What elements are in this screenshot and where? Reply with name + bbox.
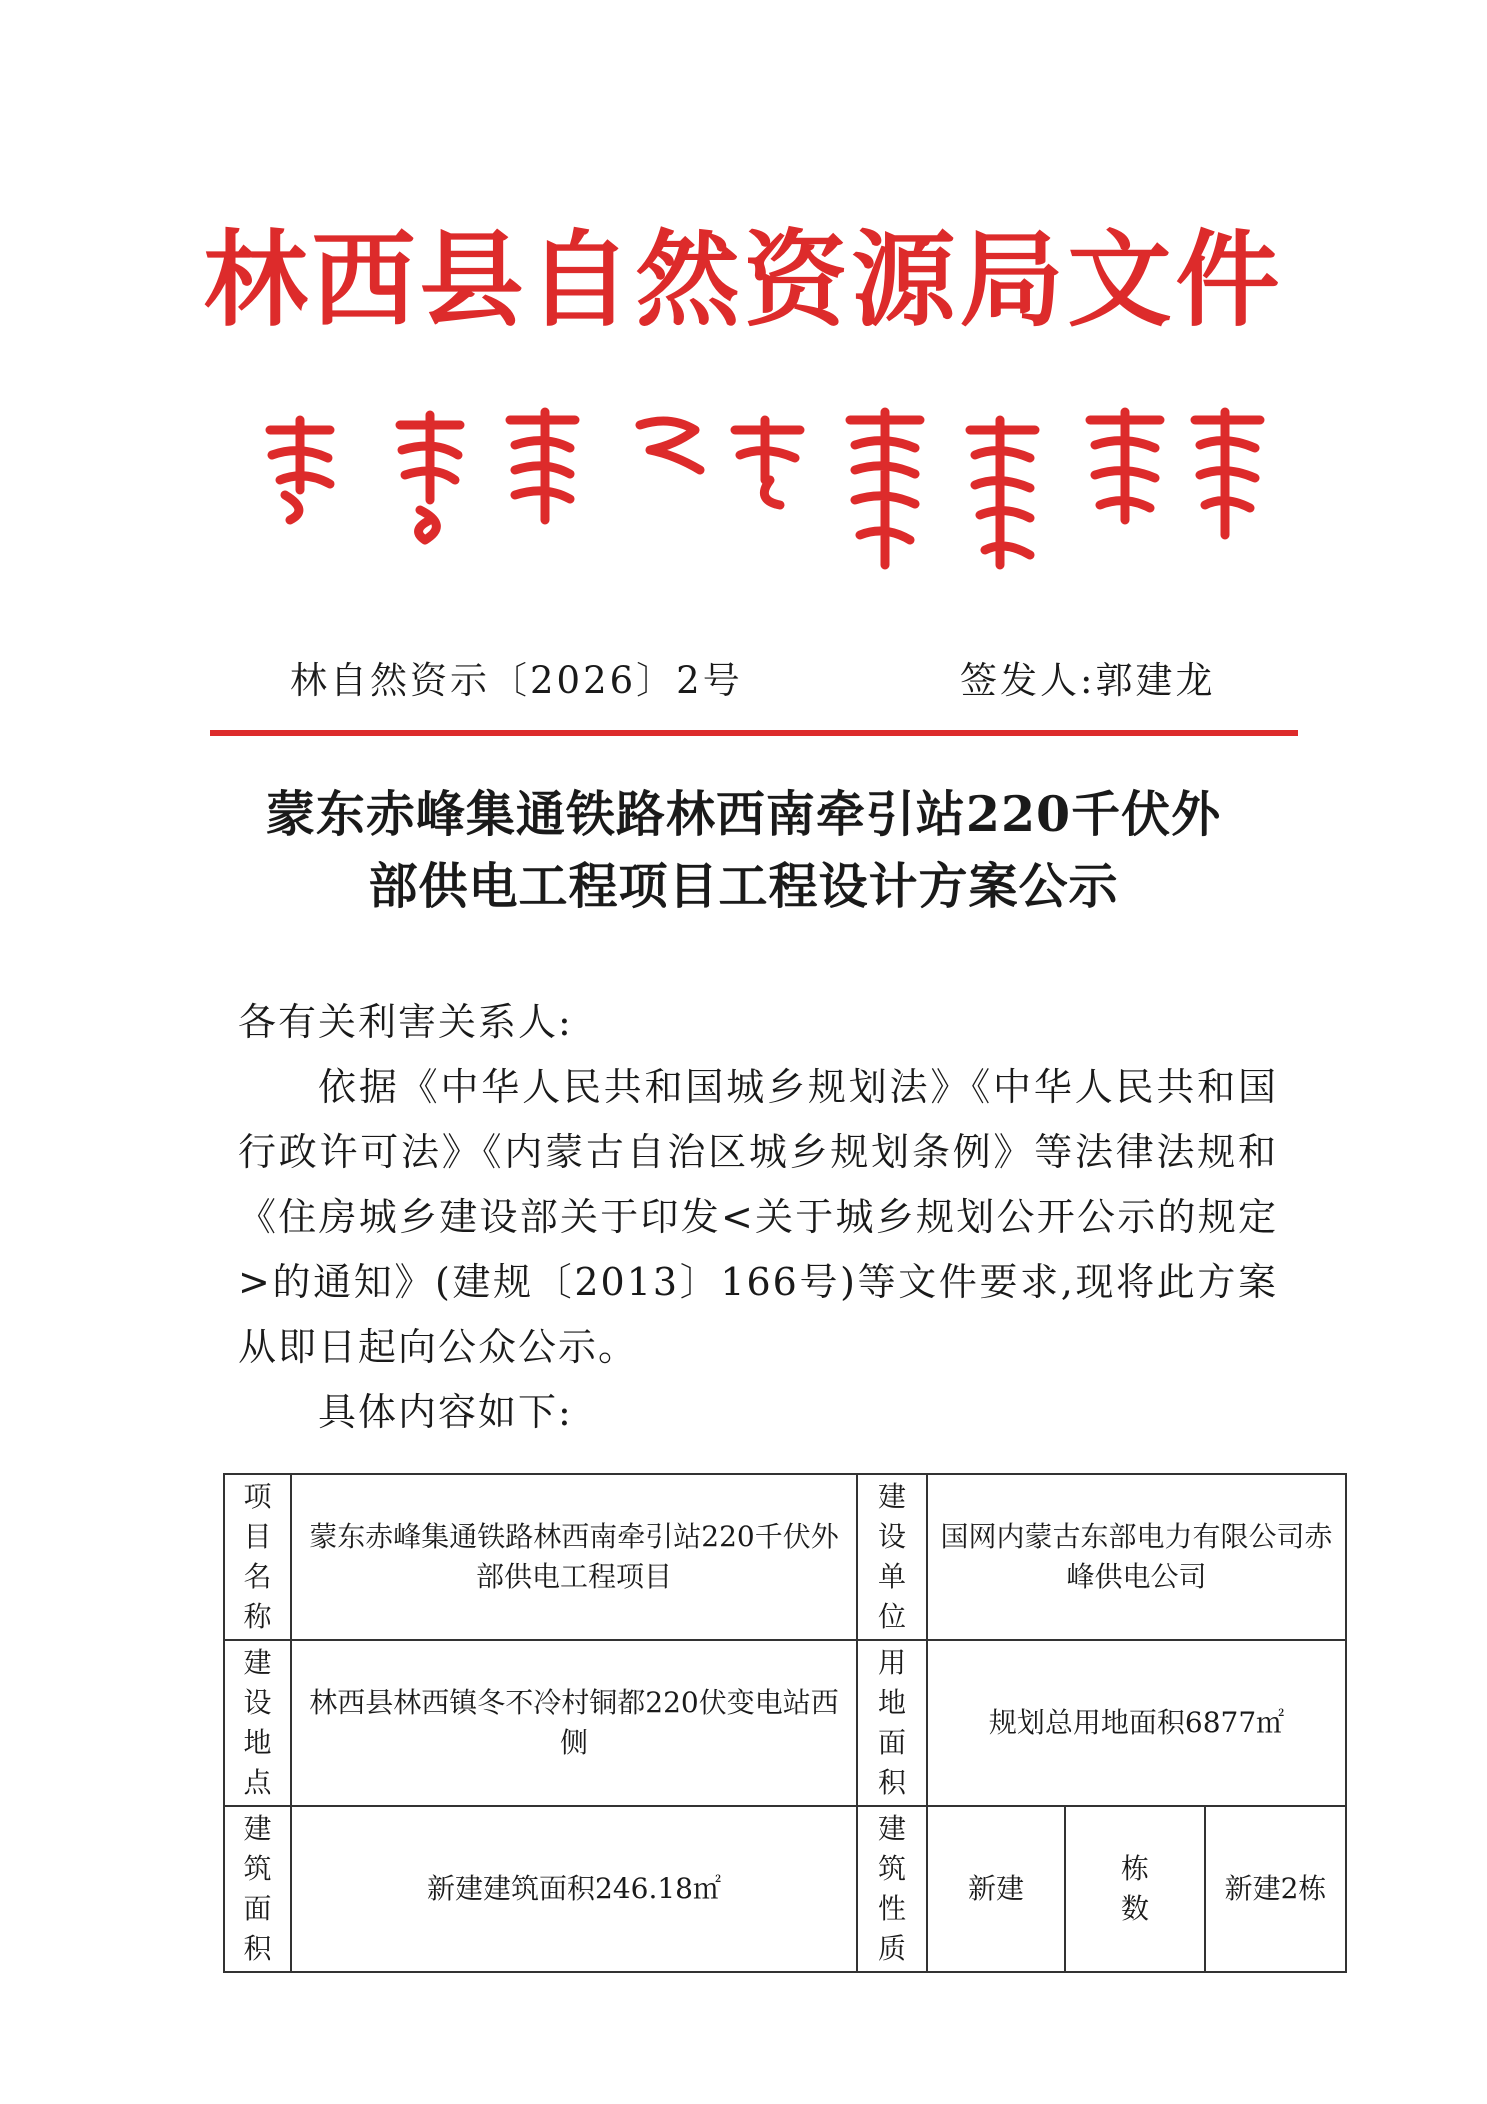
floor-area-label: 建筑面积 <box>224 1806 291 1972</box>
project-name-label: 项目名称 <box>224 1474 291 1640</box>
issuer-masthead: 林西县自然资源局文件 <box>203 219 1284 341</box>
signer: 签发人:郭建龙 <box>960 659 1216 702</box>
nature-value: 新建 <box>927 1806 1065 1972</box>
document-title-line-1: 蒙东赤峰集通铁路林西南牵引站220千伏外 <box>265 785 1222 843</box>
details-intro: 具体内容如下: <box>318 1390 573 1434</box>
document-number: 林自然资示〔2026〕2号 <box>290 659 743 702</box>
count-value: 新建2栋 <box>1205 1806 1346 1972</box>
count-label: 栋数 <box>1065 1806 1205 1972</box>
project-info-table <box>223 1473 1347 1973</box>
nature-label: 建筑性质 <box>857 1806 927 1972</box>
location-value: 林西县林西镇冬不冷村铜都220伏变电站西侧 <box>291 1640 857 1806</box>
project-name-value: 蒙东赤峰集通铁路林西南牵引站220千伏外部供电工程项目 <box>291 1474 857 1640</box>
table-row <box>224 1640 1346 1806</box>
floor-area-value: 新建建筑面积246.18㎡ <box>291 1806 857 1972</box>
document-title-line-2: 部供电工程项目工程设计方案公示 <box>368 857 1119 915</box>
table-row <box>224 1806 1346 1972</box>
table-row <box>224 1474 1346 1640</box>
land-area-value: 规划总用地面积6877㎡ <box>927 1640 1346 1806</box>
salutation: 各有关利害关系人: <box>238 1000 573 1044</box>
red-divider <box>210 730 1298 736</box>
land-area-label: 用地面积 <box>857 1640 927 1806</box>
location-label: 建设地点 <box>224 1640 291 1806</box>
builder-label: 建设单位 <box>857 1474 927 1640</box>
builder-value: 国网内蒙古东部电力有限公司赤峰供电公司 <box>927 1474 1346 1640</box>
body-paragraph: 依据《中华人民共和国城乡规划法》《中华人民共和国行政许可法》《内蒙古自治区城乡规划条例》等法律法规和《住房城乡建设部关于印发<关于城乡规划公开公示的规定>的通知》(建规〔2013〕166号)等文件要求,现将此方案从即日起向公众公示。 <box>238 1065 1278 1369</box>
mongolian-script-masthead <box>240 400 1270 575</box>
